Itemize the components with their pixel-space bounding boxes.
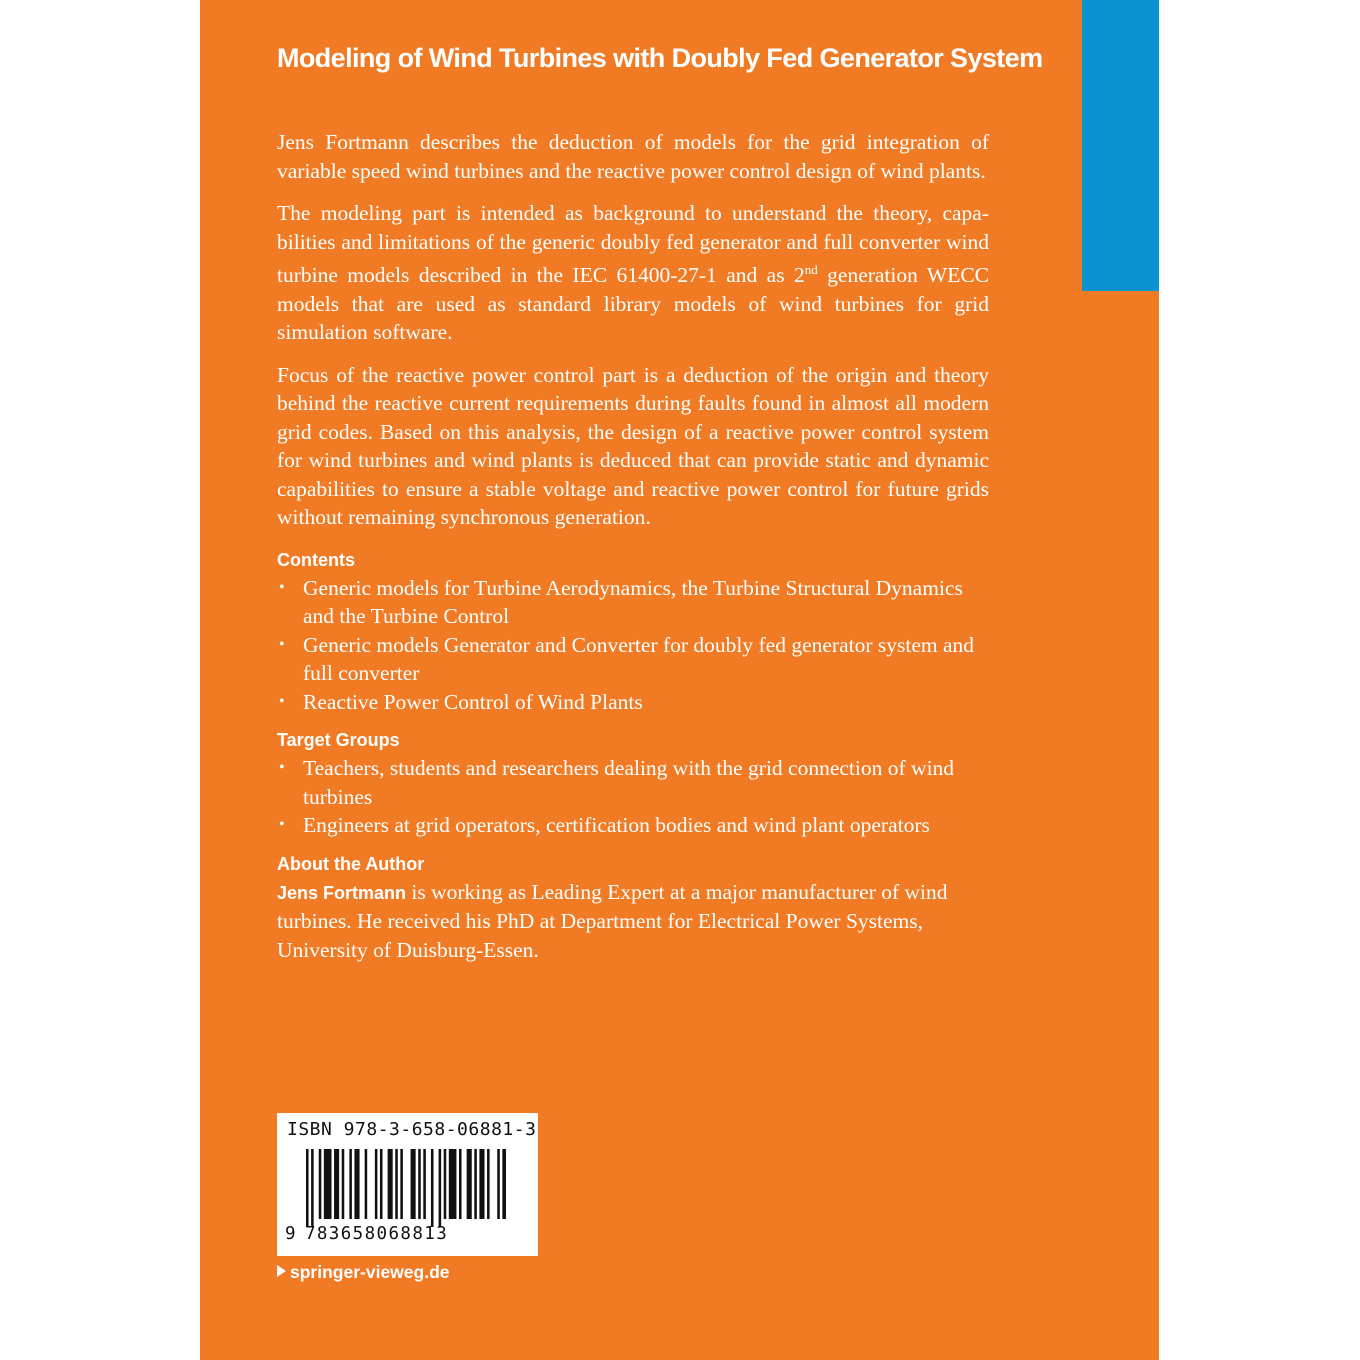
isbn-digits bbox=[285, 1224, 448, 1244]
barcode-bar bbox=[375, 1149, 378, 1219]
barcode-bar bbox=[418, 1149, 421, 1219]
barcode-bar bbox=[467, 1149, 472, 1219]
description-paragraph-2 bbox=[277, 199, 989, 347]
paragraph-2-text: The modeling part is intended as background to understand the theory, capa-bilities and limitations of the generic doubly fed generator and full converter wind turbine models described in the IEC 61400-27-1 and as 2 bbox=[277, 201, 989, 288]
description-paragraph-3: Focus of the reactive power control part is a deduction of the origin and theory behind the reactive current requirements during faults found in almost all modern grid codes. Based on this analysis, the design of a reactive power control system for wind turbines and wind plants is deduced that can provide static and dynamic capabilities to ensure a stable voltage and reactive power control for future grids without remaining synchronous generation. bbox=[277, 362, 989, 530]
barcode-bar bbox=[354, 1149, 359, 1219]
contents-heading: Contents bbox=[277, 549, 355, 570]
isbn-barcode bbox=[277, 1113, 538, 1256]
barcode-bar bbox=[502, 1149, 506, 1219]
list-item: • Engineers at grid operators, certification bodies and wind plant operators bbox=[277, 811, 989, 840]
barcode-bar bbox=[319, 1149, 322, 1219]
isbn-label: ISBN 978-3-658-06881-3 bbox=[287, 1119, 537, 1140]
book-title: Modeling of Wind Turbines with Doubly Fed Generator System bbox=[277, 43, 1043, 73]
barcode-bar bbox=[459, 1149, 462, 1219]
barcode-bar bbox=[411, 1149, 416, 1219]
about-author-heading: About the Author bbox=[277, 853, 425, 874]
list-item: • Reactive Power Control of Wind Plants bbox=[277, 688, 989, 717]
barcode-bar bbox=[400, 1149, 403, 1219]
paragraph-2-text-rest: generation WECC models that are used as standard library models of wind turbines for grid simulation software. bbox=[277, 263, 990, 345]
barcode-bar bbox=[479, 1149, 484, 1219]
barcode-bar bbox=[423, 1149, 426, 1219]
list-item: • Generic models Generator and Converter for doubly fed generator system and full converter bbox=[277, 631, 989, 688]
barcode-bar bbox=[324, 1149, 332, 1219]
arrow-right-icon bbox=[277, 1265, 286, 1277]
barcode-bar bbox=[342, 1149, 345, 1219]
description-paragraph-1: Jens Fortmann describes the deduction of models for the grid integration of variable speed wind turbines and the reactive power control design of wind plants. bbox=[277, 130, 989, 183]
list-item: • Generic models for Turbine Aerodynamics, the Turbine Structural Dynamics and the Turbine Control bbox=[277, 574, 989, 631]
blue-tab bbox=[1082, 0, 1159, 291]
website-link[interactable]: springer-vieweg.de bbox=[290, 1262, 450, 1282]
barcode-bar bbox=[395, 1149, 398, 1219]
barcode-bar bbox=[306, 1149, 309, 1227]
barcode-bar bbox=[487, 1149, 490, 1219]
author-name: Jens Fortmann bbox=[277, 882, 407, 903]
barcode-bar bbox=[349, 1149, 352, 1219]
book-back-cover bbox=[200, 0, 1159, 1360]
barcode-bars bbox=[306, 1149, 506, 1229]
barcode-bar bbox=[474, 1149, 477, 1219]
target-groups-list bbox=[277, 754, 989, 840]
barcode-bar bbox=[380, 1149, 383, 1219]
barcode-bar bbox=[431, 1149, 434, 1227]
barcode-bar bbox=[449, 1149, 457, 1219]
author-bio-text: is working as Leading Expert at a major manufacturer of wind turbines. He received his PhD at Department for Electrical Power Systems, University of Duisburg-Essen. bbox=[277, 879, 948, 962]
publisher-website[interactable] bbox=[277, 1262, 450, 1283]
author-bio bbox=[277, 878, 989, 965]
isbn-first-digit: 9 bbox=[285, 1224, 297, 1244]
list-item: • Teachers, students and researchers dealing with the grid connection of wind turbines bbox=[277, 754, 989, 811]
barcode-bar bbox=[497, 1149, 500, 1219]
target-groups-heading: Target Groups bbox=[277, 730, 400, 751]
barcode-bar bbox=[439, 1149, 442, 1227]
cover-text bbox=[277, 128, 989, 964]
barcode-bar bbox=[311, 1149, 314, 1227]
barcode-bar bbox=[388, 1149, 393, 1219]
isbn-digit-string: 783658068813 bbox=[304, 1224, 449, 1244]
superscript-nd: nd bbox=[804, 262, 818, 277]
barcode-bar bbox=[444, 1149, 447, 1219]
contents-list bbox=[277, 574, 989, 717]
barcode-bar bbox=[365, 1149, 368, 1219]
barcode-bar bbox=[334, 1149, 339, 1219]
